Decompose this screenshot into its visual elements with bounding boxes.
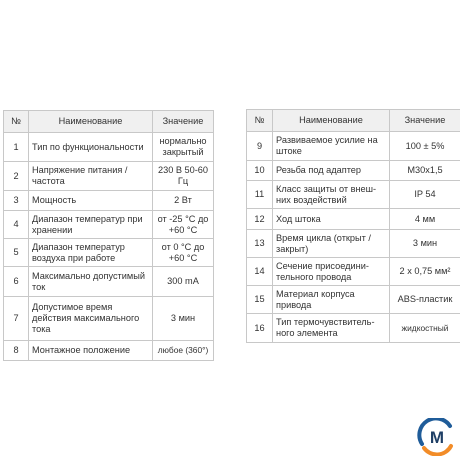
row-num: 9 — [247, 132, 273, 161]
table-row — [247, 161, 460, 181]
row-num: 12 — [247, 209, 273, 230]
row-name: Сечение присоедини-тельного провода — [273, 258, 390, 286]
row-name: Класс защиты от внеш-них воздействий — [273, 181, 390, 209]
row-num: 15 — [247, 286, 273, 314]
row-value: 230 В 50-60 Гц — [153, 162, 214, 191]
header-value: Значение — [390, 110, 460, 132]
brand-logo — [417, 418, 457, 456]
row-name: Материал корпуса привода — [273, 286, 390, 314]
table-row — [247, 230, 460, 258]
row-name: Резьба под адаптер — [273, 161, 390, 181]
table-header-row — [247, 110, 460, 132]
row-value: жидкостный — [390, 314, 460, 343]
header-name: Наименование — [29, 111, 153, 133]
row-name: Монтажное положение — [29, 341, 153, 361]
row-value: IP 54 — [390, 181, 460, 209]
spec-table-left — [3, 110, 214, 361]
row-num: 10 — [247, 161, 273, 181]
row-num: 7 — [4, 297, 29, 341]
row-value: от -25 °C до +60 °C — [153, 211, 214, 239]
header-num: № — [4, 111, 29, 133]
table-row — [247, 209, 460, 230]
row-num: 8 — [4, 341, 29, 361]
row-name: Допустимое время действия максимального тока — [29, 297, 153, 341]
row-name: Развиваемое усилие на штоке — [273, 132, 390, 161]
table-row — [247, 286, 460, 314]
row-value: 4 мм — [390, 209, 460, 230]
row-num: 11 — [247, 181, 273, 209]
row-num: 5 — [4, 239, 29, 267]
row-value: от 0 °C до +60 °C — [153, 239, 214, 267]
row-value: ABS-пластик — [390, 286, 460, 314]
row-name: Ход штока — [273, 209, 390, 230]
table-row — [4, 133, 214, 162]
table-row — [247, 132, 460, 161]
table-row — [4, 239, 214, 267]
table-row — [4, 211, 214, 239]
row-name: Диапазон температур при хранении — [29, 211, 153, 239]
table-row — [4, 341, 214, 361]
table-row — [4, 297, 214, 341]
row-name: Тип термочувствитель-ного элемента — [273, 314, 390, 343]
row-value: 2 Вт — [153, 191, 214, 211]
table-row — [247, 314, 460, 343]
row-value: 3 мин — [153, 297, 214, 341]
row-name: Напряжение питания / частота — [29, 162, 153, 191]
row-name: Мощность — [29, 191, 153, 211]
logo-mark-icon — [417, 418, 457, 456]
table-row — [4, 191, 214, 211]
row-value: нормально закрытый — [153, 133, 214, 162]
row-value: любое (360°) — [153, 341, 214, 361]
table-row — [4, 162, 214, 191]
table-row — [4, 267, 214, 297]
row-value: M30x1,5 — [390, 161, 460, 181]
table-header-row — [4, 111, 214, 133]
table-row — [247, 258, 460, 286]
row-num: 3 — [4, 191, 29, 211]
header-num: № — [247, 110, 273, 132]
row-num: 2 — [4, 162, 29, 191]
row-value: 300 mA — [153, 267, 214, 297]
row-name: Тип по функциональности — [29, 133, 153, 162]
spec-table-right — [246, 109, 460, 343]
row-num: 6 — [4, 267, 29, 297]
row-num: 14 — [247, 258, 273, 286]
row-name: Максимально допустимый ток — [29, 267, 153, 297]
row-num: 16 — [247, 314, 273, 343]
logo-letter: M — [430, 428, 444, 447]
row-value: 2 x 0,75 мм² — [390, 258, 460, 286]
header-name: Наименование — [273, 110, 390, 132]
table-row — [247, 181, 460, 209]
row-value: 100 ± 5% — [390, 132, 460, 161]
header-value: Значение — [153, 111, 214, 133]
row-name: Время цикла (открыт / закрыт) — [273, 230, 390, 258]
row-name: Диапазон температур воздуха при работе — [29, 239, 153, 267]
row-num: 13 — [247, 230, 273, 258]
row-num: 1 — [4, 133, 29, 162]
row-num: 4 — [4, 211, 29, 239]
row-value: 3 мин — [390, 230, 460, 258]
